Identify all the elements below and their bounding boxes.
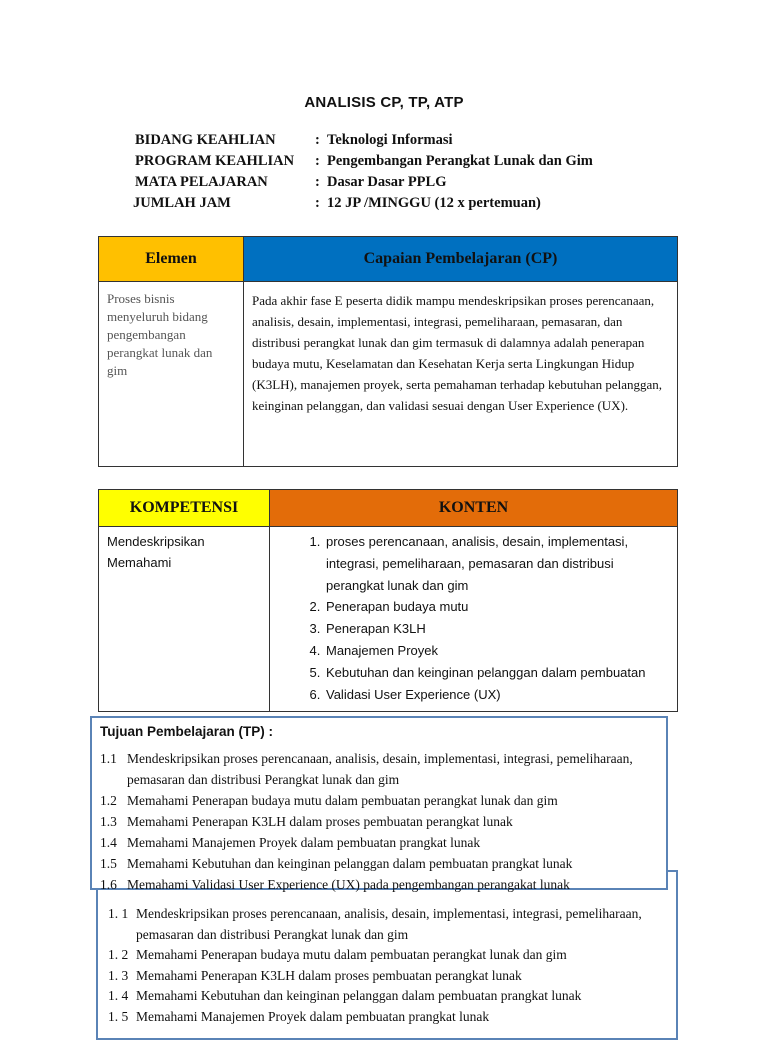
header-elemen: Elemen (99, 237, 244, 282)
tp-behind-item (108, 986, 686, 1007)
tp-text: Mendeskripsikan proses perencanaan, analisis, desain, implementasi, integrasi, pemeliharaan, pemasaran dan distribusi Perangkat lunak dan gim (127, 751, 633, 787)
tp-item (100, 832, 667, 853)
tp-behind-text: Memahami Manajemen Proyek dalam pembuatan prangkat lunak (136, 1008, 490, 1024)
tp-text: Memahami Penerapan budaya mutu dalam pembuatan perangkat lunak dan gim (127, 793, 558, 808)
tp-number: 1.6 (100, 877, 117, 892)
tp-text: Memahami Kebutuhan dan keinginan pelanggan dalam pembuatan prangkat lunak (127, 856, 573, 871)
konten-item: 6. Validasi User Experience (UX) (324, 684, 669, 706)
tp-item (100, 790, 667, 811)
tp-number: 1.2 (100, 793, 117, 808)
tp-behind-number: 1. 4 (108, 988, 129, 1003)
konten-item: 2. Penerapan budaya mutu (324, 596, 669, 618)
cp-table (98, 236, 678, 467)
tp-item (100, 811, 667, 832)
info-value: Teknologi Informasi (327, 132, 453, 148)
konten-table (98, 489, 678, 712)
cell-elemen: Proses bisnis menyeluruh bidang pengembangan perangkat lunak dan gim (99, 282, 244, 467)
tp-behind-item (108, 966, 686, 987)
tp-list (100, 748, 667, 895)
tp-behind-text: Memahami Kebutuhan dan keinginan pelanggan dalam pembuatan prangkat lunak (136, 988, 582, 1003)
info-label: BIDANG KEAHLIAN (135, 132, 276, 148)
tp-behind-text: Memahami Penerapan K3LH dalam proses pembuatan perangkat lunak (136, 967, 522, 983)
tp-text: Memahami Validasi User Experience (UX) pada pengembangan perangakat lunak (127, 877, 570, 892)
info-colon: : (315, 174, 320, 190)
tp-behind-list (108, 904, 686, 1027)
tp-box-behind (96, 870, 678, 1040)
tp-behind-item (108, 904, 686, 945)
konten-item: 5. Kebutuhan dan keinginan pelanggan dalam pembuatan (324, 662, 669, 684)
header-cp: Capaian Pembelajaran (CP) (244, 237, 678, 282)
tp-item (100, 748, 667, 790)
tp-box (90, 716, 668, 890)
tp-text: Memahami Manajemen Proyek dalam pembuatan prangkat lunak (127, 835, 481, 850)
kompetensi-item: Memahami (107, 555, 172, 570)
tp-number: 1.4 (100, 835, 117, 850)
konten-item: 3. Penerapan K3LH (324, 618, 669, 640)
tp-behind-number: 1. 2 (108, 947, 129, 962)
info-colon: : (315, 132, 320, 148)
cell-kompetensi (99, 527, 270, 712)
tp-behind-number: 1. 3 (108, 967, 129, 983)
info-value: Dasar Dasar PPLG (327, 174, 447, 190)
header-konten: KONTEN (270, 490, 678, 527)
cell-konten (270, 527, 678, 712)
tp-item (100, 874, 667, 895)
tp-text: Memahami Penerapan K3LH dalam proses pembuatan perangkat lunak (127, 814, 513, 829)
tp-item (100, 853, 667, 874)
tp-behind-number: 1. 5 (108, 1008, 129, 1024)
header-kompetensi: KOMPETENSI (99, 490, 270, 527)
info-colon: : (315, 195, 320, 211)
document-title: ANALISIS CP, TP, ATP (304, 94, 464, 111)
tp-number: 1.1 (100, 751, 117, 766)
cell-cp: Pada akhir fase E peserta didik mampu mendeskripsikan proses perencanaan, analisis, desain, implementasi, integrasi, pemeliharaan, pemasaran, dan distribusi perangkat lunak dan gim termasuk di dalamnya adalah penerapan budaya mutu, Keselamatan dan Kesehatan Kerja serta Lingkungan Hidup (K3LH), manajemen proyek, serta pemahaman terhadap kebutuhan pelanggan, keinginan pelanggan, dan validasi sesuai dengan User Experience (UX). (244, 282, 678, 467)
tp-behind-item (108, 945, 686, 966)
tp-behind-text: Memahami Penerapan budaya mutu dalam pembuatan perangkat lunak dan gim (136, 947, 567, 962)
tp-behind-number: 1. 1 (108, 906, 129, 921)
info-colon: : (315, 153, 320, 169)
tp-number: 1.5 (100, 856, 117, 871)
kompetensi-item: Mendeskripsikan (107, 534, 205, 549)
info-value: 12 JP /MINGGU (12 x pertemuan) (327, 195, 541, 211)
info-label: MATA PELAJARAN (135, 174, 268, 190)
tp-number: 1.3 (100, 814, 117, 829)
tp-heading: Tujuan Pembelajaran (TP) : (100, 724, 274, 739)
info-label: JUMLAH JAM (133, 195, 231, 211)
tp-behind-text: Mendeskripsikan proses perencanaan, analisis, desain, implementasi, integrasi, pemeliharaan, pemasaran dan distribusi Perangkat lunak dan gim (136, 906, 642, 942)
konten-item: 4. Manajemen Proyek (324, 640, 669, 662)
info-value: Pengembangan Perangkat Lunak dan Gim (327, 153, 593, 169)
info-label: PROGRAM KEAHLIAN (135, 153, 295, 169)
konten-list (300, 531, 669, 705)
konten-item: 1. proses perencanaan, analisis, desain, implementasi, integrasi, pemeliharaan, pemasaran dan distribusi perangkat lunak dan gim (324, 531, 669, 596)
